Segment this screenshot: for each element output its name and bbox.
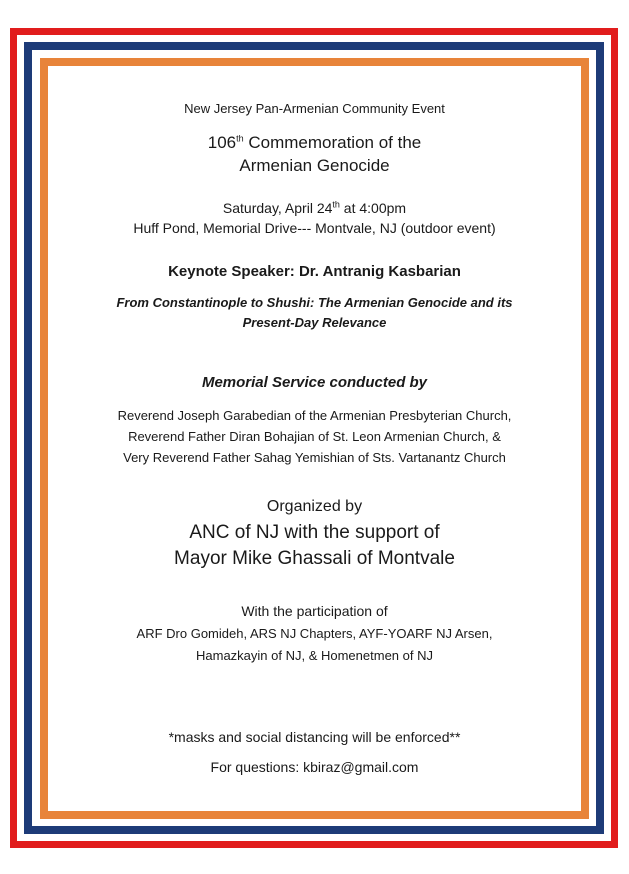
commemoration-rest: Commemoration of the — [243, 133, 422, 152]
contact-line: For questions: kbiraz@gmail.com — [210, 759, 419, 775]
event-date — [48, 200, 581, 216]
memorial-heading: Memorial Service conducted by — [201, 374, 428, 391]
clergy-line: Reverend Father Diran Bohajian of St. Leon Armenian Church, & — [128, 429, 501, 444]
keynote-speaker: Keynote Speaker: Dr. Antranig Kasbarian — [168, 263, 461, 280]
event-type: New Jersey Pan-Armenian Community Event — [184, 101, 445, 116]
event-time: at 4:00pm — [339, 200, 407, 216]
clergy-line: Reverend Joseph Garabedian of the Armenian Presbyterian Church, — [117, 408, 512, 423]
participation-line1: ARF Dro Gomideh, ARS NJ Chapters, AYF-YOARF NJ Arsen, — [136, 626, 493, 641]
organizer-line1: ANC of NJ with the support of — [189, 522, 440, 543]
organized-heading: Organized by — [266, 498, 363, 515]
date-suffix: th — [332, 199, 340, 210]
talk-title-line2: Present-Day Relevance — [242, 315, 387, 330]
safety-notice: *masks and social distancing will be enforced** — [168, 729, 461, 745]
date-prefix: Saturday, April 24 — [222, 200, 333, 216]
ordinal-number: 106 — [207, 133, 237, 152]
ordinal-suffix: th — [236, 133, 244, 144]
event-location: Huff Pond, Memorial Drive--- Montvale, NJ (outdoor event) — [133, 220, 496, 236]
commemoration-line2: Armenian Genocide — [239, 156, 390, 175]
organizer-line2: Mayor Mike Ghassali of Montvale — [174, 548, 455, 569]
participation-heading: With the participation of — [241, 603, 388, 619]
flyer-content — [48, 66, 581, 811]
talk-title-line1: From Constantinople to Shushi: The Armenian Genocide and its — [116, 295, 513, 310]
clergy-line: Very Reverend Father Sahag Yemishian of Sts. Vartanantz Church — [123, 450, 506, 465]
participation-line2: Hamazkayin of NJ, & Homenetmen of NJ — [196, 648, 433, 663]
commemoration-line1 — [48, 133, 581, 153]
